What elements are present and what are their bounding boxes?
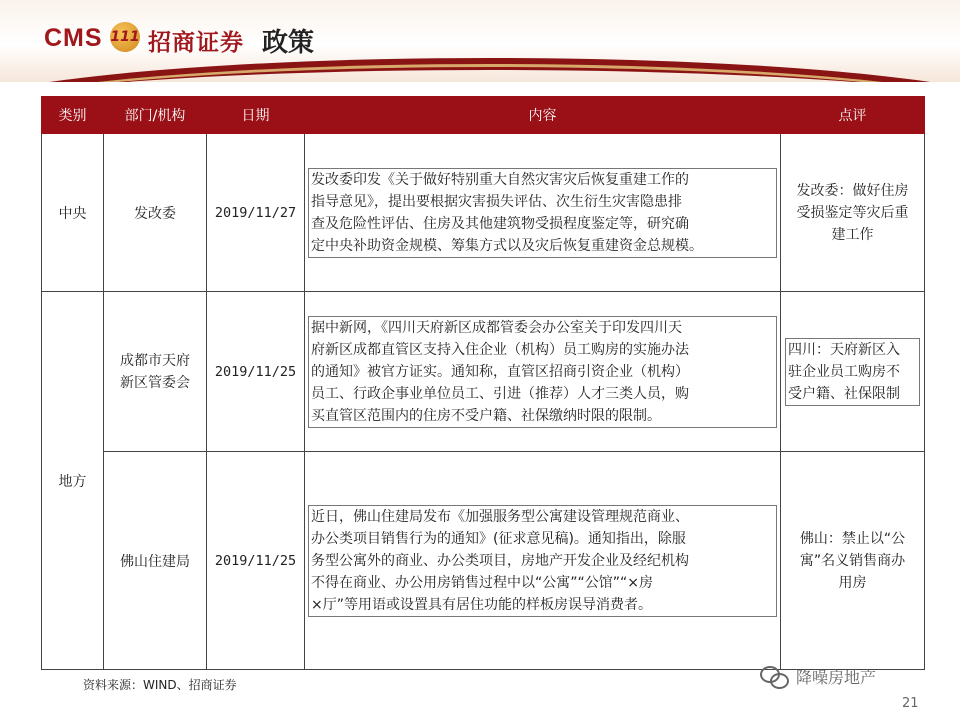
- department-line: 成都市天府: [120, 352, 190, 369]
- comment-box: [785, 338, 920, 406]
- content-cell: [305, 134, 781, 292]
- content-line: 定中央补助资金规模、筹集方式以及灾后恢复重建资金总规模。: [311, 237, 703, 254]
- content-line: 的通知》被官方证实。通知称，直管区招商引资企业（机构）: [311, 363, 689, 380]
- table-row: [42, 134, 925, 292]
- department-cell: [104, 292, 207, 452]
- comment-line: 受损鉴定等灾后重: [796, 204, 909, 221]
- content-cell: [305, 292, 781, 452]
- comment-line: 驻企业员工购房不: [788, 363, 900, 380]
- content-line: 指导意见》，提出要根据灾害损失评估、次生衍生灾害隐患排: [311, 193, 682, 210]
- content-line: 务型公寓外的商业、办公类项目，房地产开发企业及经纪机构: [311, 552, 689, 569]
- content-line: 查及危险性评估、住房及其他建筑物受损程度鉴定等，研究确: [311, 215, 689, 232]
- watermark: [760, 664, 876, 688]
- content-box: [308, 316, 777, 428]
- department-line: 新区管委会: [120, 374, 190, 391]
- logo-cms: CMS: [44, 24, 103, 52]
- comment-line: 受户籍、社保限制: [788, 385, 900, 402]
- department-cell: 发改委: [104, 134, 207, 292]
- content-line: 近日，佛山住建局发布《加强服务型公寓建设管理规范商业、: [311, 508, 689, 525]
- date-cell: 2019/11/25: [207, 292, 305, 452]
- header-banner: [0, 0, 960, 82]
- content-line: 府新区成都直管区支持入住企业（机构）员工购房的实施办法: [311, 341, 689, 358]
- date-cell: 2019/11/25: [207, 452, 305, 670]
- comment-line: 佛山：禁止以“公: [799, 530, 906, 547]
- content-line: 买直管区范围内的住房不受户籍、社保缴纳时限的限制。: [311, 407, 661, 424]
- table-row: [42, 452, 925, 670]
- comment-cell: [781, 452, 925, 670]
- content-cell: [305, 452, 781, 670]
- table-header-row: [42, 97, 925, 134]
- source-note: 资料来源：WIND、招商证券: [83, 678, 237, 692]
- content-box: [308, 505, 777, 617]
- wechat-icon: [760, 664, 790, 688]
- comment-line: 建工作: [831, 226, 874, 243]
- comment-line: 寓”名义销售商办: [799, 552, 906, 569]
- header-department: 部门/机构: [104, 97, 207, 134]
- content-line: 据中新网，《四川天府新区成都管委会办公室关于印发四川天: [311, 319, 682, 336]
- logo-text: 招商证券: [148, 30, 244, 56]
- comment-line: 发改委：做好住房: [796, 182, 909, 199]
- department-cell: 佛山住建局: [104, 452, 207, 670]
- content-line: 不得在商业、办公用房销售过程中以“公寓”“公馆”“×房: [311, 574, 653, 591]
- content-line: 发改委印发《关于做好特别重大自然灾害灾后恢复重建工作的: [311, 171, 689, 188]
- comment-line: 用房: [838, 574, 867, 591]
- header-date: 日期: [207, 97, 305, 134]
- policy-table: [41, 96, 925, 670]
- content-box: [308, 168, 777, 258]
- watermark-text: 降噪房地产: [796, 667, 877, 687]
- page-title: 政策: [262, 28, 315, 58]
- comment-cell: [781, 292, 925, 452]
- logo-emblem-icon: 111: [110, 22, 140, 52]
- content-line: 员工、行政企事业单位员工、引进（推荐）人才三类人员，购: [311, 385, 689, 402]
- header-comment: 点评: [781, 97, 925, 134]
- category-cell: 地方: [42, 292, 104, 670]
- table-row: [42, 292, 925, 452]
- comment-cell: [781, 134, 925, 292]
- content-line: ×厅”等用语或设置具有居住功能的样板房误导消费者。: [311, 596, 652, 613]
- page-number: 21: [902, 696, 919, 711]
- date-cell: 2019/11/27: [207, 134, 305, 292]
- header-content: 内容: [305, 97, 781, 134]
- comment-line: 四川：天府新区入: [788, 341, 900, 358]
- header-category: 类别: [42, 97, 104, 134]
- category-cell: 中央: [42, 134, 104, 292]
- content-line: 办公类项目销售行为的通知》(征求意见稿)。通知指出，除服: [311, 530, 686, 547]
